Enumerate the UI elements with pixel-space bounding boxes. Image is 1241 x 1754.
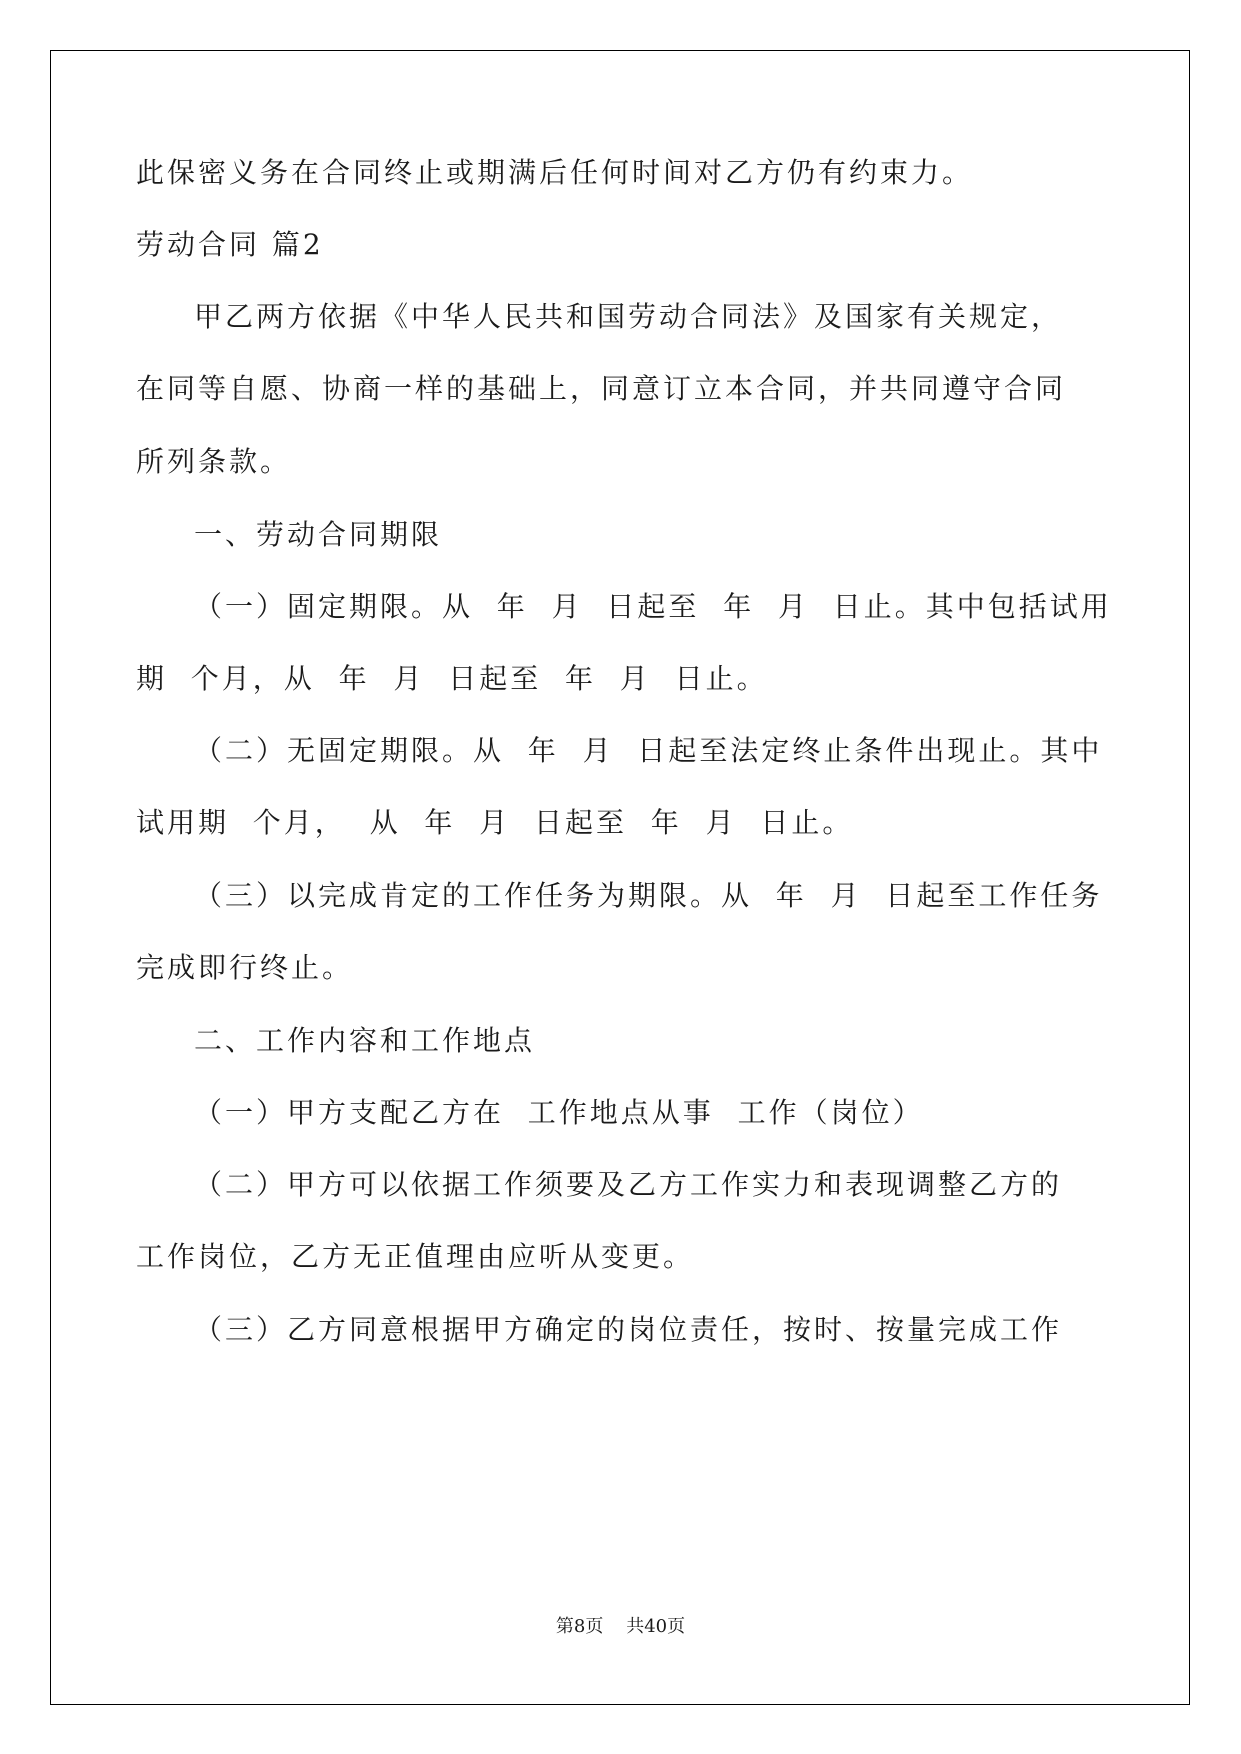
heading-contract-2: 劳动合同 篇2 xyxy=(136,228,324,261)
text-line-1: 此保密义务在合同终止或期满后任何时间对乙方仍有约束力。 xyxy=(136,156,974,189)
text-line-12: 完成即行终止。 xyxy=(136,951,354,984)
text-line-11: （三）以完成肯定的工作任务为期限。从 年 月 日起至工作任务 xyxy=(194,879,1103,912)
section-heading-1: 一、劳动合同期限 xyxy=(194,518,443,551)
text-line-16: 工作岗位，乙方无正值理由应听从变更。 xyxy=(136,1240,695,1273)
text-line-15: （二）甲方可以依据工作须要及乙方工作实力和表现调整乙方的 xyxy=(194,1168,1063,1201)
text-line-14: （一）甲方支配乙方在 工作地点从事 工作（岗位） xyxy=(194,1096,924,1129)
text-line-10: 试用期 个月， 从 年 月 日起至 年 月 日止。 xyxy=(136,806,854,839)
text-line-4: 在同等自愿、协商一样的基础上，同意订立本合同，并共同遵守合同 xyxy=(136,372,1067,405)
text-line-7: （一）固定期限。从 年 月 日起至 年 月 日止。其中包括试用 xyxy=(194,590,1112,623)
page-footer: 第8页 共40页 xyxy=(555,1616,686,1637)
text-line-17: （三）乙方同意根据甲方确定的岗位责任，按时、按量完成工作 xyxy=(194,1313,1063,1346)
text-line-9: （二）无固定期限。从 年 月 日起至法定终止条件出现止。其中 xyxy=(194,734,1103,767)
text-line-8: 期 个月，从 年 月 日起至 年 月 日止。 xyxy=(136,662,768,695)
section-heading-2: 二、工作内容和工作地点 xyxy=(194,1024,536,1057)
text-line-5: 所列条款。 xyxy=(136,445,292,478)
text-line-3: 甲乙两方依据《中华人民共和国劳动合同法》及国家有关规定， xyxy=(194,300,1063,333)
